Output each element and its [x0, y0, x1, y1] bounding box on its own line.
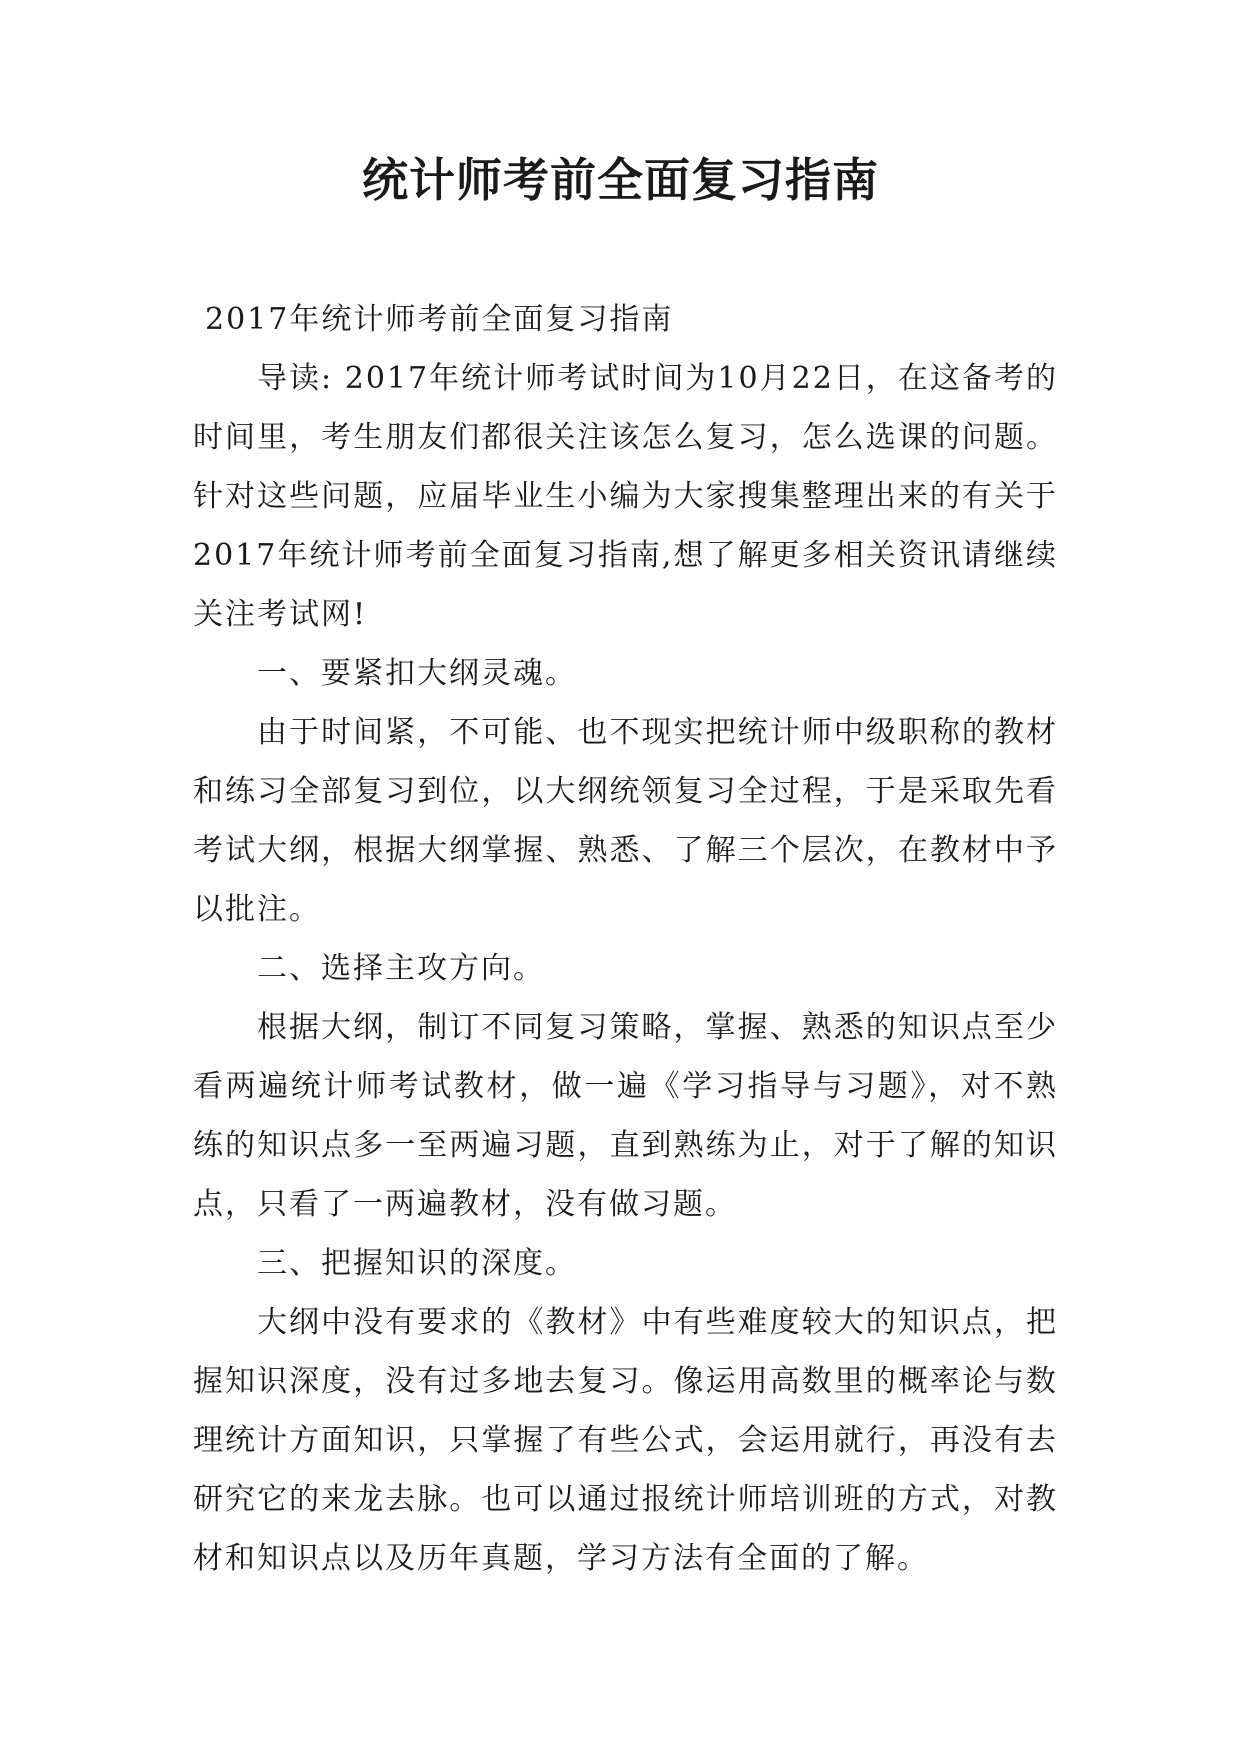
section-heading-1: 一、要紧扣大纲灵魂。: [257, 656, 577, 691]
section-heading-3: 三、把握知识的深度。: [257, 1246, 577, 1281]
section-paragraph-2: 根据大纲，制订不同复习策略，掌握、熟悉的知识点至少看两遍统计师考试教材，做一遍《学习指导与习题》，对不熟练的知识点多一至两遍习题，直到熟练为止，对于了解的知识点，只看了一两遍教材，没有做习题。: [193, 1010, 1058, 1222]
document-subtitle: 2017年统计师考前全面复习指南: [205, 302, 674, 337]
intro-paragraph: 导读: 2017年统计师考试时间为10月22日，在这备考的时间里，考生朋友们都很关注该怎么复习，怎么选课的问题。针对这些问题，应届毕业生小编为大家搜集整理出来的有关于2017年统计师考前全面复习指南,想了解更多相关资讯请继续关注考试网!: [193, 361, 1058, 632]
section-paragraph-3: 大纲中没有要求的《教材》中有些难度较大的知识点，把握知识深度，没有过多地去复习。像运用高数里的概率论与数理统计方面知识，只掌握了有些公式，会运用就行，再没有去研究它的来龙去脉。也可以通过报统计师培训班的方式，对教材和知识点以及历年真题，学习方法有全面的了解。: [193, 1305, 1058, 1576]
section-paragraph-1: 由于时间紧，不可能、也不现实把统计师中级职称的教材和练习全部复习到位，以大纲统领复习全过程，于是采取先看考试大纲，根据大纲掌握、熟悉、了解三个层次，在教材中予以批注。: [193, 715, 1058, 927]
section-heading-2: 二、选择主攻方向。: [257, 951, 545, 986]
document-body: [193, 290, 1058, 1588]
document-title: 统计师考前全面复习指南: [362, 153, 879, 207]
